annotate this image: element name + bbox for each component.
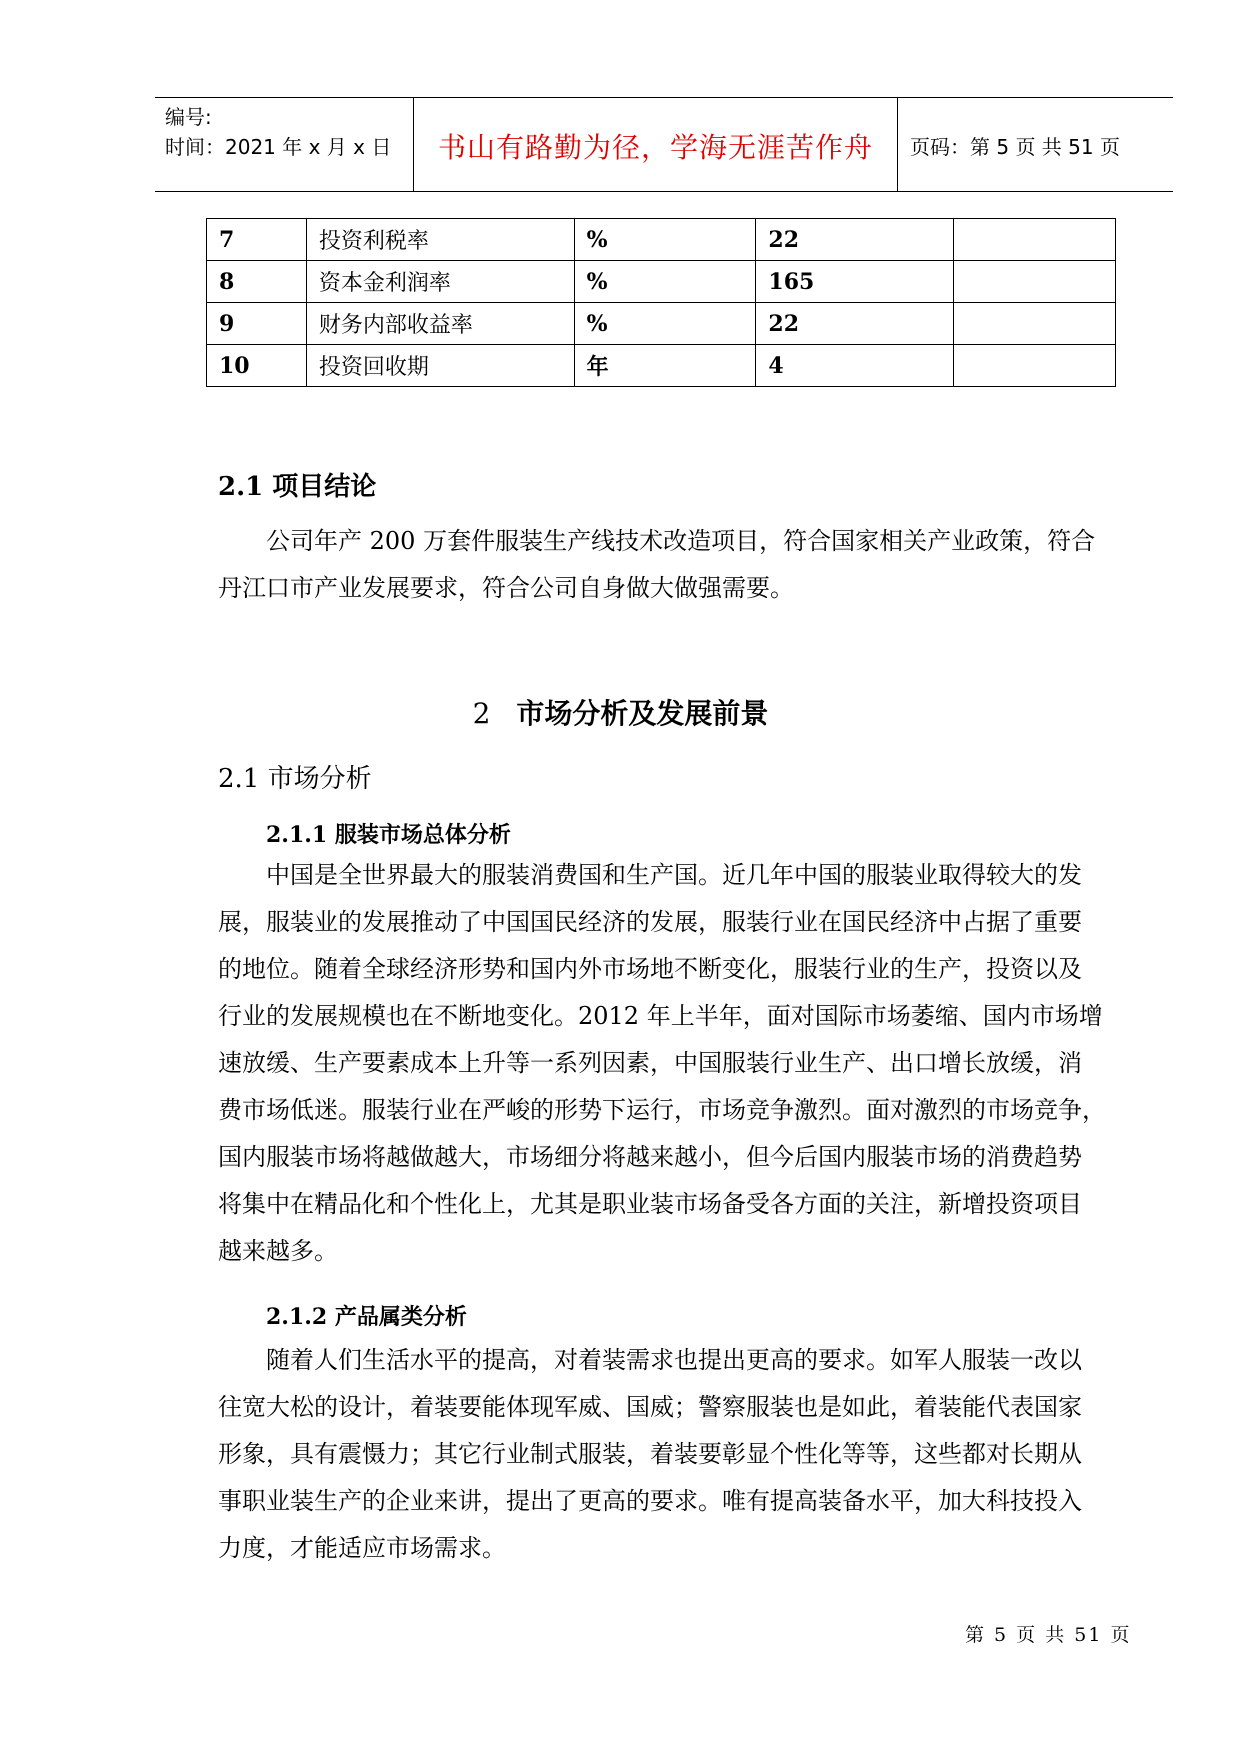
header-divider-right [897,98,898,191]
subsection-heading-category: 2.1.2 产品属类分析 [266,1304,467,1330]
row-unit: % [574,303,756,345]
paragraph-line: 展，服装业的发展推动了中国国民经济的发展，服装行业在国民经济中占据了重要 [218,908,1082,936]
table-row [207,303,1116,345]
row-value: 165 [756,261,954,303]
row-name: 财务内部收益率 [306,303,574,345]
row-number: 9 [207,303,307,345]
chapter-number: 2 [472,697,491,730]
section-heading-conclusion: 2.1 项目结论 [218,472,377,502]
paragraph-line: 的地位。随着全球经济形势和国内外市场地不断变化，服装行业的生产，投资以及 [218,955,1082,983]
row-name: 投资利税率 [306,219,574,261]
paragraph-line: 中国是全世界最大的服装消费国和生产国。近几年中国的服装业取得较大的发 [266,861,1082,889]
row-value: 4 [756,345,954,387]
table-row [207,345,1116,387]
paragraph-line: 力度，才能适应市场需求。 [218,1534,506,1562]
subsection-heading-overall: 2.1.1 服装市场总体分析 [266,822,511,848]
row-note [954,345,1116,387]
header-motto: 书山有路勤为径，学海无涯苦作舟 [437,131,873,164]
paragraph-line: 国内服装市场将越做越大，市场细分将越来越小，但今后国内服装市场的消费趋势 [218,1143,1082,1171]
chapter-title: 市场分析及发展前景 [516,697,769,730]
paragraph-line: 速放缓、生产要素成本上升等一系列因素，中国服装行业生产、出口增长放缓，消 [218,1049,1082,1077]
chapter-heading [0,692,1241,732]
row-name: 资本金利润率 [306,261,574,303]
header-page-label: 页码：第 5 页 共 51 页 [910,135,1120,159]
row-number: 8 [207,261,307,303]
row-value: 22 [756,219,954,261]
row-name: 投资回收期 [306,345,574,387]
paragraph-line: 随着人们生活水平的提高，对着装需求也提出更高的要求。如军人服装一改以 [266,1346,1082,1374]
row-value: 22 [756,303,954,345]
conclusion-paragraph [218,518,1118,612]
paragraph-line: 丹江口市产业发展要求，符合公司自身做大做强需要。 [218,574,794,602]
paragraph-line: 事职业装生产的企业来讲，提出了更高的要求。唯有提高装备水平，加大科技投入 [218,1487,1082,1515]
row-note [954,303,1116,345]
row-unit: % [574,219,756,261]
page-header [155,97,1173,192]
table-row [207,219,1116,261]
row-unit: % [574,261,756,303]
paragraph-line: 行业的发展规模也在不断地变化。2012 年上半年，面对国际市场萎缩、国内市场增 [218,1002,1103,1030]
header-time-label: 时间：2021 年 x 月 x 日 [165,135,392,159]
metrics-table [206,218,1116,387]
overall-analysis-paragraph [218,852,1118,1275]
paragraph-line: 越来越多。 [218,1237,338,1265]
paragraph-line: 形象，具有震慑力；其它行业制式服装，着装要彰显个性化等等，这些都对长期从 [218,1440,1082,1468]
header-meta [165,102,391,162]
paragraph-line: 将集中在精品化和个性化上，尤其是职业装市场备受各方面的关注，新增投资项目 [218,1190,1082,1218]
table-row [207,261,1116,303]
row-unit: 年 [574,345,756,387]
section-heading-market: 2.1 市场分析 [218,764,372,794]
row-number: 7 [207,219,307,261]
paragraph-line: 费市场低迷。服装行业在严峻的形势下运行，市场竞争激烈。面对激烈的市场竞争， [218,1096,1106,1124]
row-number: 10 [207,345,307,387]
page-footer: 第 5 页 共 51 页 [965,1624,1132,1646]
paragraph-line: 公司年产 200 万套件服装生产线技术改造项目，符合国家相关产业政策，符合 [266,527,1096,555]
category-analysis-paragraph [218,1337,1118,1572]
row-note [954,219,1116,261]
header-number-label: 编号: [165,105,212,129]
row-note [954,261,1116,303]
paragraph-line: 往宽大松的设计，着装要能体现军威、国威；警察服装也是如此，着装能代表国家 [218,1393,1082,1421]
